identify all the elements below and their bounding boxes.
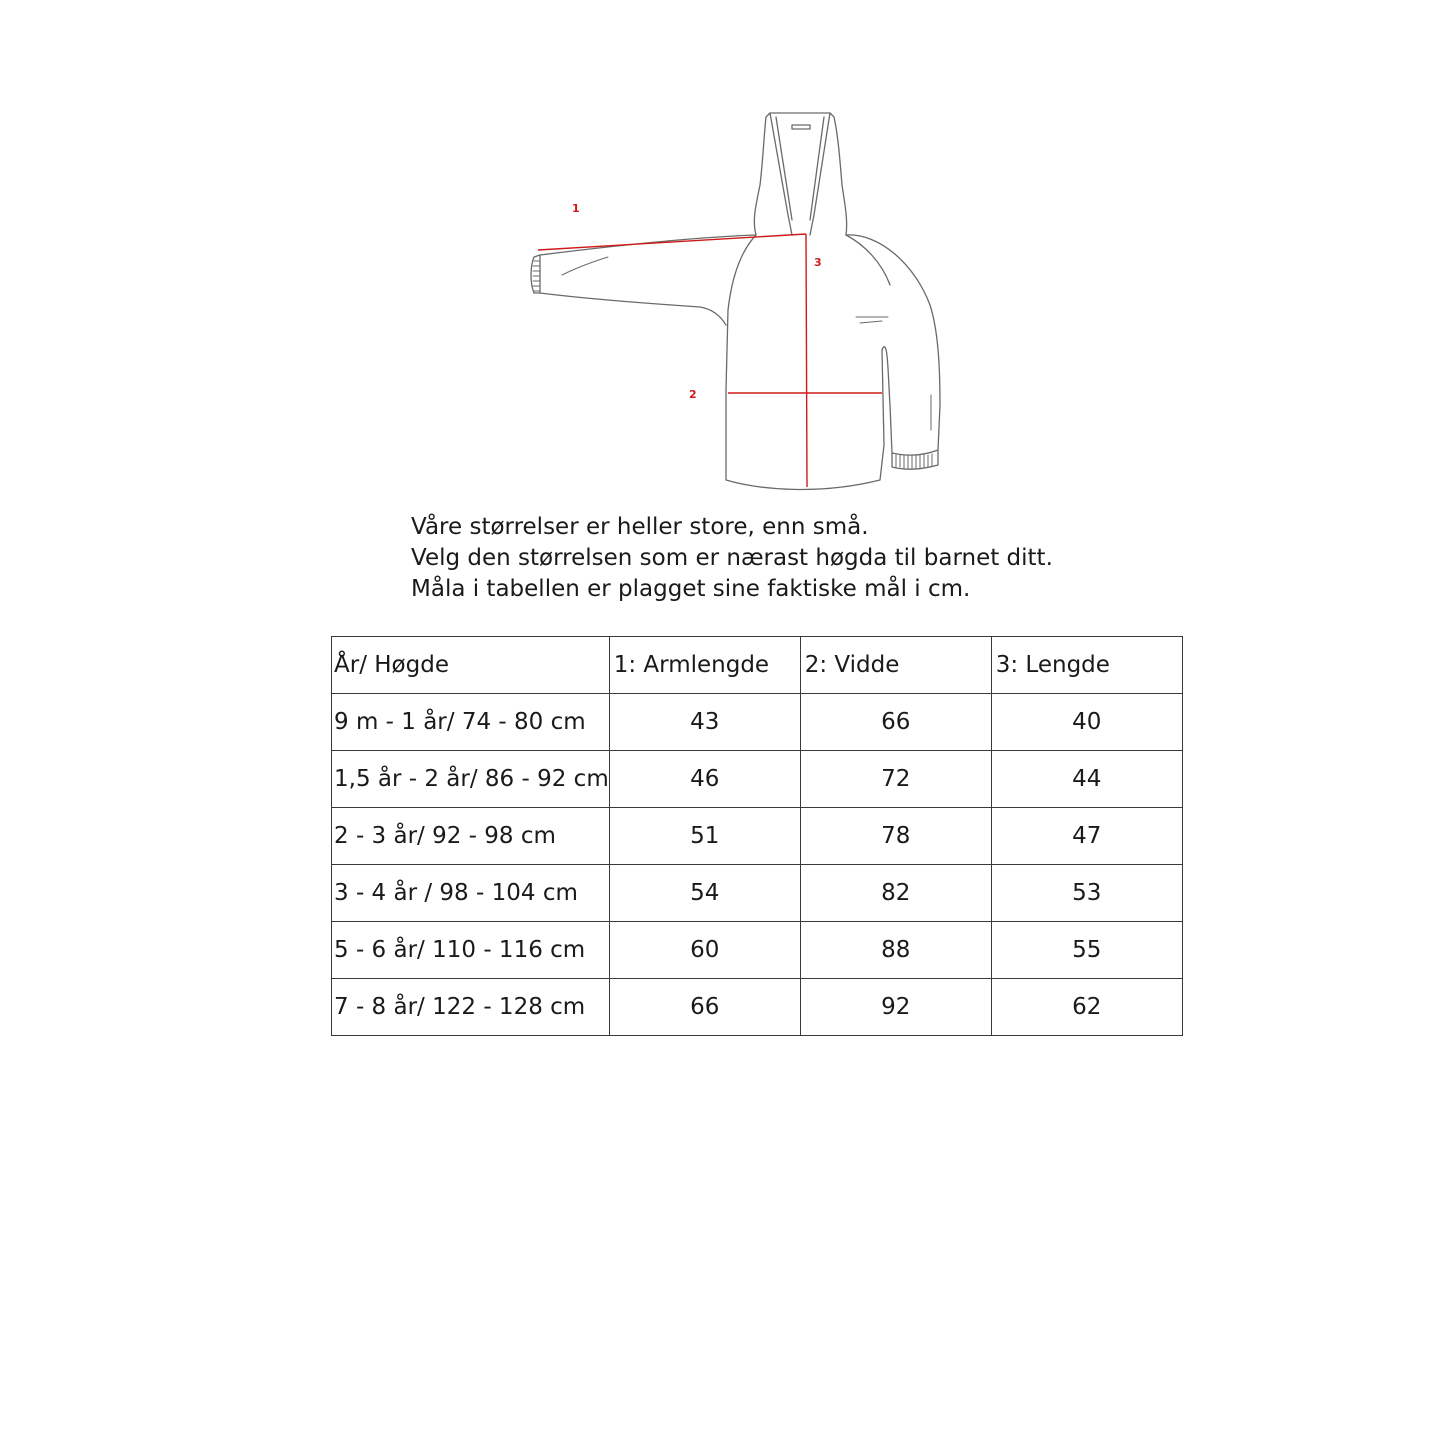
cell-vidde: 88 [800,922,991,979]
cell-armlengde: 51 [609,808,800,865]
marker-1: 1 [572,202,580,215]
table-row [332,808,1183,865]
header-size: År/ Høgde [332,637,610,694]
hood-outline [754,113,846,235]
hood-opening-left [770,113,792,235]
intro-line-1: Våre størrelser er heller store, enn små. [411,514,869,540]
jacket-sketch [520,105,960,500]
hood-tag [792,125,810,129]
cell-vidde: 66 [800,694,991,751]
header-armlengde: 1: Armlengde [609,637,800,694]
intro-line-2: Velg den størrelsen som er nærast høgda til barnet ditt. [411,545,1053,571]
marker-2: 2 [689,388,697,401]
cell-lengde: 47 [991,808,1182,865]
cell-lengde: 44 [991,751,1182,808]
body-outline [726,235,884,489]
header-vidde: 2: Vidde [800,637,991,694]
table-row [332,865,1183,922]
header-lengde: 3: Lengde [991,637,1182,694]
cell-armlengde: 54 [609,865,800,922]
table-header-row [332,637,1183,694]
cell-size: 2 - 3 år/ 92 - 98 cm [332,808,610,865]
sleeve-right [846,235,940,455]
intro-text [411,512,1053,605]
cell-size: 7 - 8 år/ 122 - 128 cm [332,979,610,1036]
measure-line-armlengde [538,234,806,250]
table-row [332,694,1183,751]
cell-vidde: 78 [800,808,991,865]
cell-vidde: 92 [800,979,991,1036]
cell-armlengde: 43 [609,694,800,751]
cell-vidde: 72 [800,751,991,808]
cell-lengde: 53 [991,865,1182,922]
measure-line-lengde [806,234,807,487]
cell-armlengde: 60 [609,922,800,979]
cell-size: 1,5 år - 2 år/ 86 - 92 cm [332,751,610,808]
table-row [332,979,1183,1036]
cell-lengde: 62 [991,979,1182,1036]
cell-size: 5 - 6 år/ 110 - 116 cm [332,922,610,979]
cell-armlengde: 66 [609,979,800,1036]
cell-size: 9 m - 1 år/ 74 - 80 cm [332,694,610,751]
cell-armlengde: 46 [609,751,800,808]
intro-line-3: Måla i tabellen er plagget sine faktiske mål i cm. [411,576,971,602]
table-row [332,922,1183,979]
cell-size: 3 - 4 år / 98 - 104 cm [332,865,610,922]
hood-opening-right [810,113,830,235]
cell-lengde: 40 [991,694,1182,751]
size-table [331,636,1183,1036]
jacket-measurement-diagram [520,105,960,500]
table-row [332,751,1183,808]
cell-lengde: 55 [991,922,1182,979]
marker-3: 3 [814,256,822,269]
cell-vidde: 82 [800,865,991,922]
